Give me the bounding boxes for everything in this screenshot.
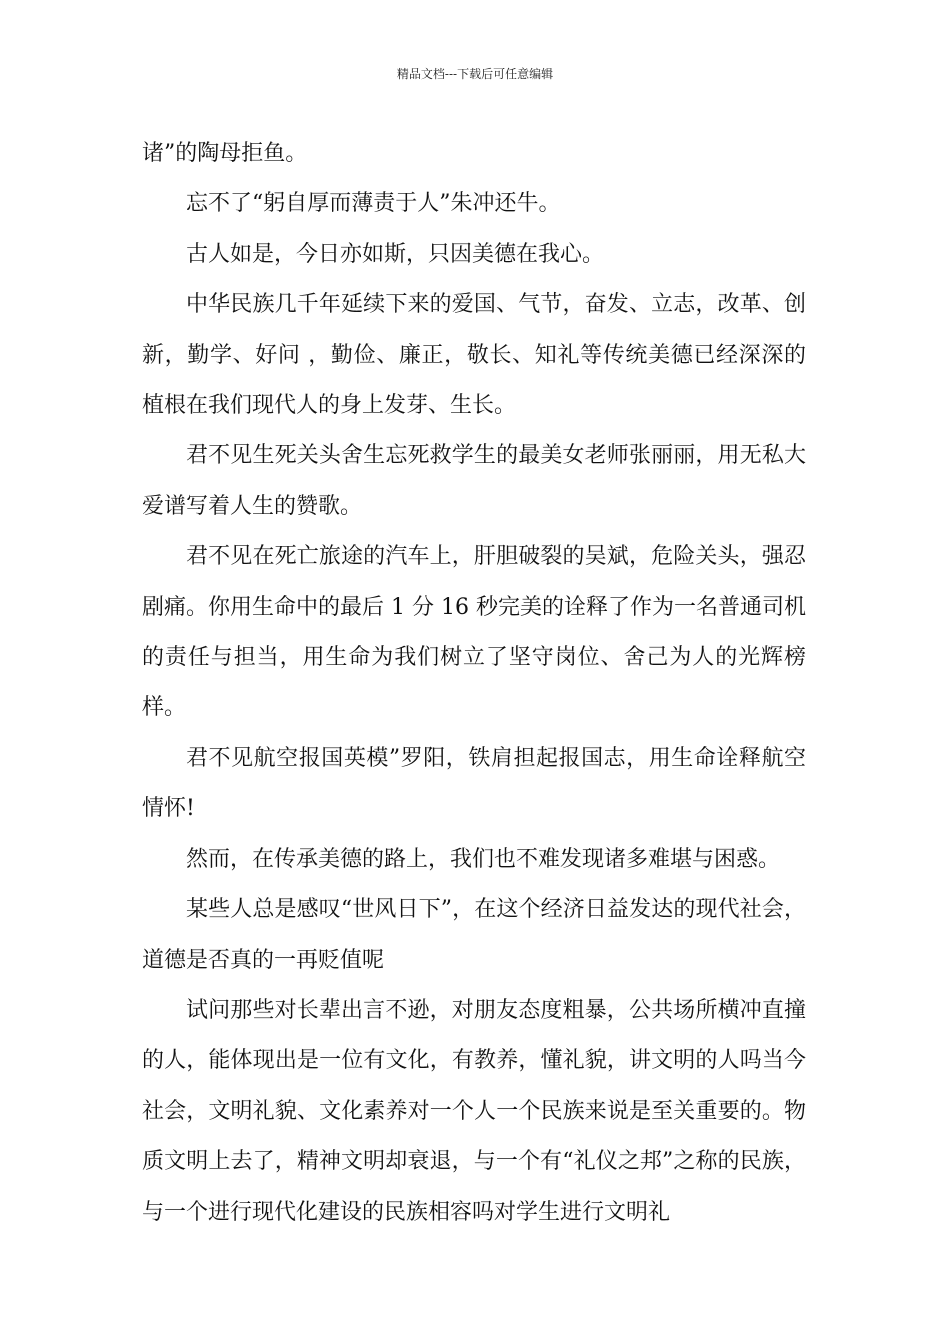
paragraph-5: 君不见生死关头舍生忘死救学生的最美女老师张丽丽，用无私大爱谱写着人生的赞歌。 <box>142 443 806 519</box>
paragraph-10: 试问那些对长辈出言不逊，对朋友态度粗暴，公共场所横冲直撞的人，能体现出是一位有文化，有教养，懂礼貌，讲文明的人吗当今社会，文明礼貌、文化素养对一个人一个民族来说是至关重要的。物质文明上去了，精神文明却衰退，与一个有“礼仪之邦”之称的民族，与一个进行现代化建设的民族相容吗对学生进行文明礼 <box>142 997 806 1225</box>
document-body <box>142 129 806 1238</box>
paragraph-8: 然而，在传承美德的路上，我们也不难发现诸多难堪与困惑。 <box>186 846 781 872</box>
paragraph-6: 君不见在死亡旅途的汽车上，肝胆破裂的吴斌，危险关头，强忍剧痛。你用生命中的最后 1 分 16 秒完美的诠释了作为一名普通司机的责任与担当，用生命为我们树立了坚守岗位、舍己为人的光辉榜样。 <box>142 544 806 721</box>
paragraph-1: 诸”的陶母拒鱼。 <box>142 141 308 166</box>
paragraph-7: 君不见航空报国英模”罗阳，铁肩担起报国志，用生命诠释航空情怀! <box>142 745 806 822</box>
paragraph-9: 某些人总是感叹“世风日下”，在这个经济日益发达的现代社会，道德是否真的一再贬值呢 <box>142 897 806 973</box>
page-header: 精品文档---下载后可任意编辑 <box>396 67 554 81</box>
paragraph-3: 古人如是，今日亦如斯，只因美德在我心。 <box>186 241 605 267</box>
paragraph-4: 中华民族几千年延续下来的爱国、气节，奋发、立志，改革、创新，勤学、好问 ，勤俭、廉正，敬长、知礼等传统美德已经深深的植根在我们现代人的身上发芽、生长。 <box>142 292 806 419</box>
paragraph-2: 忘不了“躬自厚而薄责于人”朱冲还牛。 <box>186 191 561 217</box>
